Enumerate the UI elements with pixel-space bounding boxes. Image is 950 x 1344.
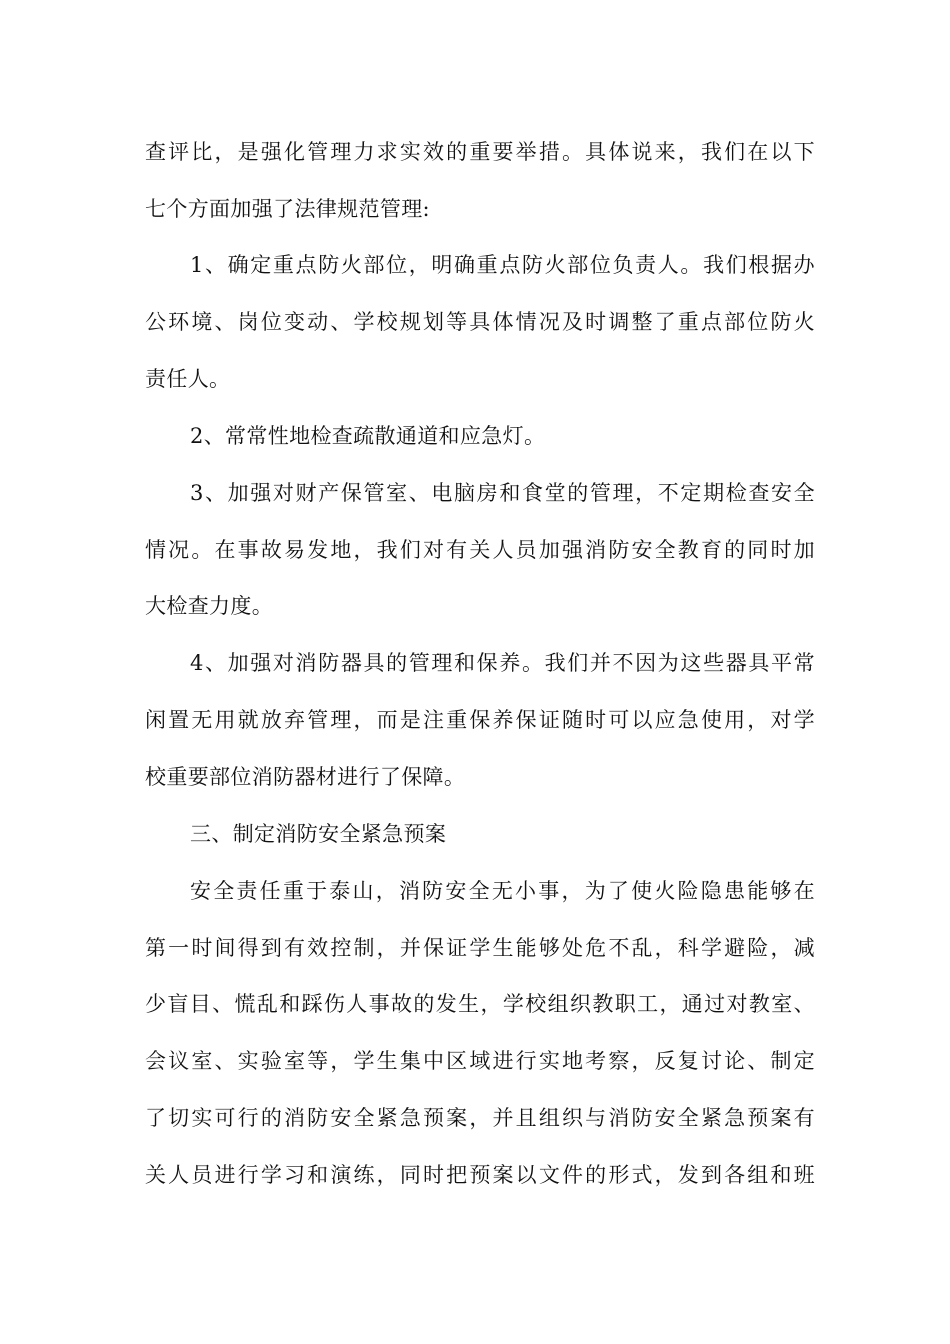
item-2-line-1: 2、常常性地检查疏散通道和应急灯。 [190, 424, 546, 448]
text-line-1: 查评比，是强化管理力求实效的重要举措。具体说来，我们在以下 [145, 140, 815, 164]
paragraph-line-3: 少盲目、慌乱和踩伤人事故的发生，学校组织教职工，通过对教室、 [145, 992, 815, 1016]
paragraph-line-2: 第一时间得到有效控制，并保证学生能够处危不乱，科学避险，减 [145, 936, 815, 960]
item-3-line-2: 情况。在事故易发地，我们对有关人员加强消防安全教育的同时加 [145, 538, 815, 562]
paragraph-line-6: 关人员进行学习和演练，同时把预案以文件的形式，发到各组和班 [145, 1163, 815, 1187]
item-4-line-1: 4、加强对消防器具的管理和保养。我们并不因为这些器具平常 [190, 651, 815, 675]
item-4-line-2: 闲置无用就放弃管理，而是注重保养保证随时可以应急使用，对学 [145, 708, 815, 732]
item-3-line-3: 大检查力度。 [145, 594, 274, 618]
item-1-line-1: 1、确定重点防火部位，明确重点防火部位负责人。我们根据办 [190, 253, 815, 277]
paragraph-line-5: 了切实可行的消防安全紧急预案，并且组织与消防安全紧急预案有 [145, 1106, 815, 1130]
section-heading-3: 三、制定消防安全紧急预案 [190, 822, 447, 846]
paragraph-line-1: 安全责任重于泰山，消防安全无小事，为了使火险隐患能够在 [190, 879, 815, 903]
item-1-line-2: 公环境、岗位变动、学校规划等具体情况及时调整了重点部位防火 [145, 310, 815, 334]
item-3-line-1: 3、加强对财产保管室、电脑房和食堂的管理，不定期检查安全 [190, 481, 815, 505]
item-1-line-3: 责任人。 [145, 367, 231, 391]
text-line-2: 七个方面加强了法律规范管理: [145, 197, 430, 221]
item-4-line-3: 校重要部位消防器材进行了保障。 [145, 765, 466, 789]
paragraph-line-4: 会议室、实验室等，学生集中区域进行实地考察，反复讨论、制定 [145, 1049, 815, 1073]
